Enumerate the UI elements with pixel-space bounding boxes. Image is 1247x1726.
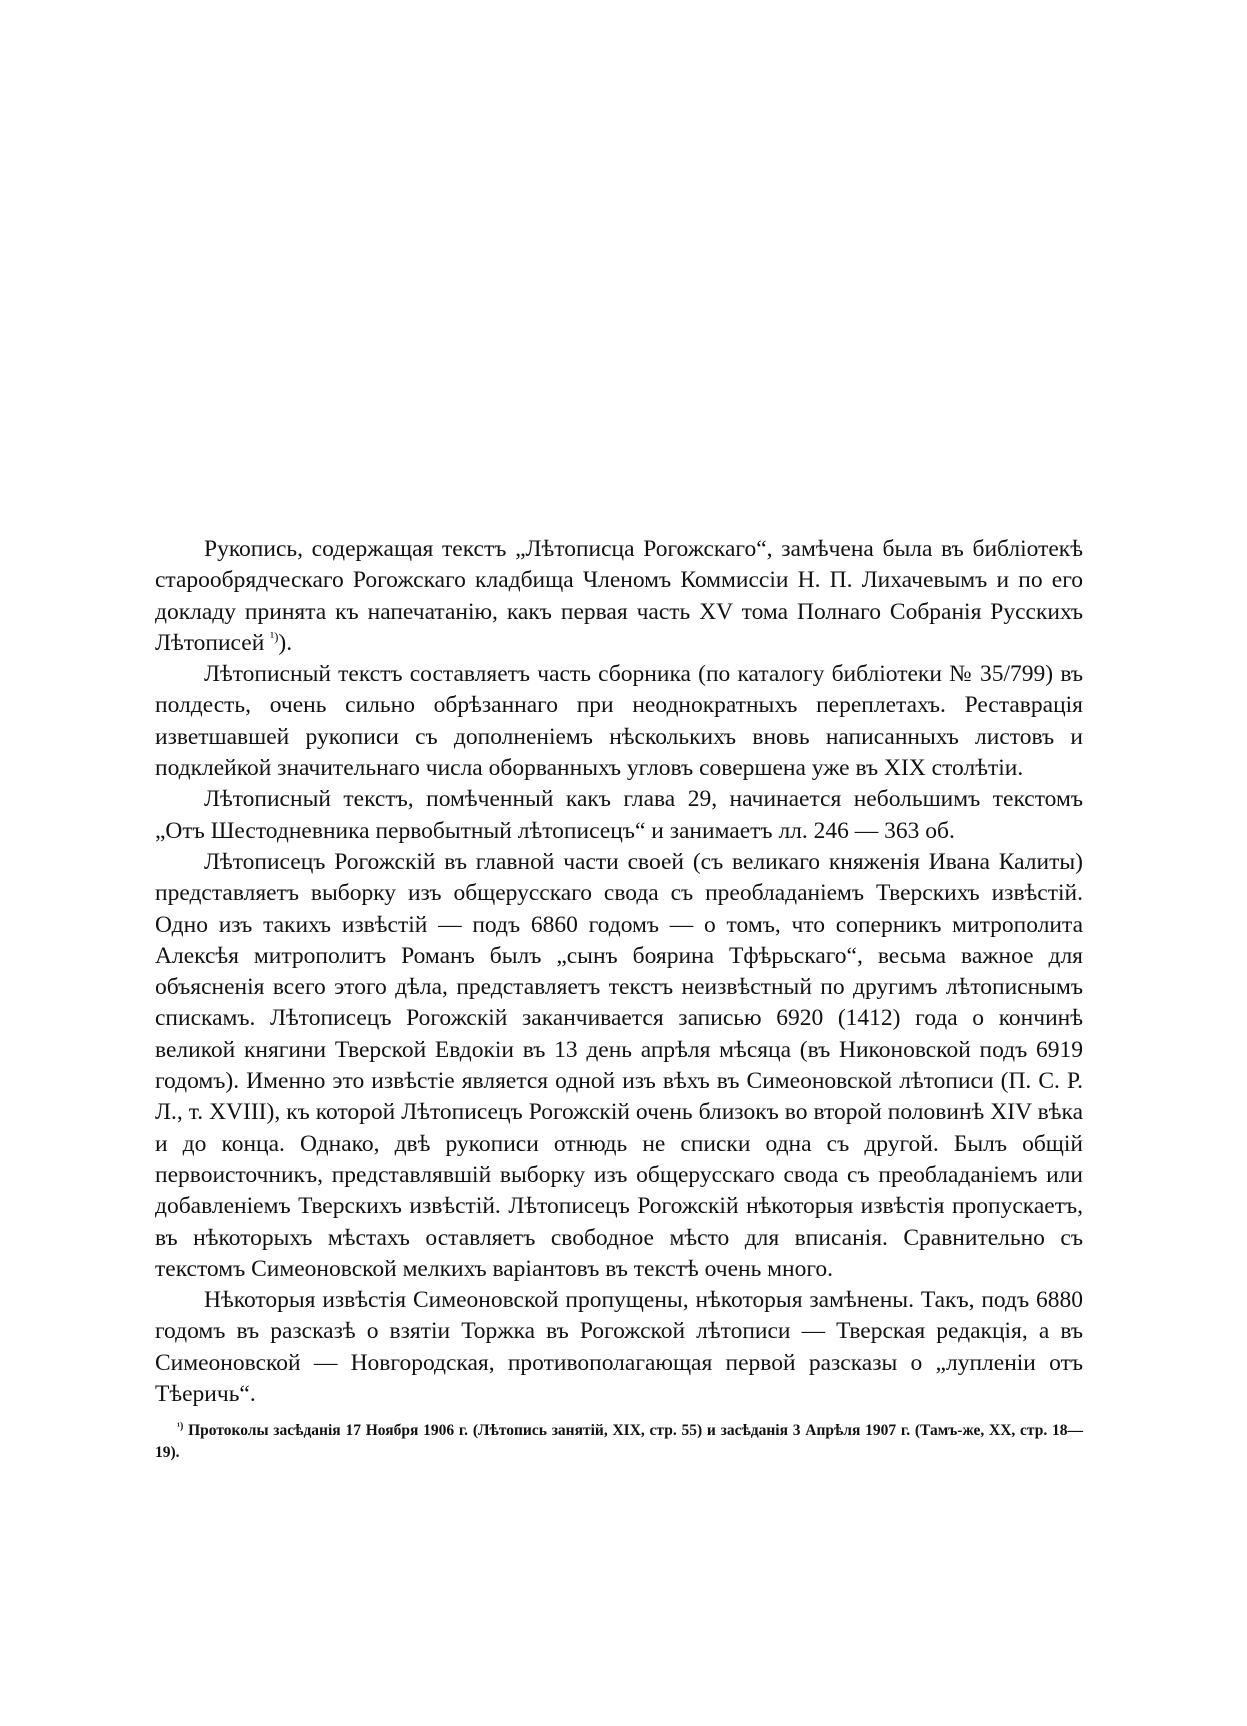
paragraph-1-text: Рукопись, содержащая текстъ „Лѣтописца Рогожскаго“, замѣчена была въ библіотекѣ старообрядческаго Рогожскаго кладбища Членомъ Коммиссіи Н. П. Лихачевымъ и по его докладу принята къ напечатанію, какъ первая часть XV тома Полнаго Собранія Русскихъ Лѣтописей (155, 536, 1083, 656)
paragraph-2: Лѣтописный текстъ составляетъ часть сборника (по каталогу библіотеки № 35/799) въ полдесть, очень сильно обрѣзаннаго при неоднократныхъ переплетахъ. Реставрація изветшавшей рукописи съ дополненіемъ нѣсколькихъ вновь написанныхъ листовъ и подклейкой значительнаго числа оборванныхъ угловъ совершена уже въ XIX столѣтіи. (155, 661, 1083, 782)
paragraph-5: Нѣкоторыя извѣстія Симеоновской пропущены, нѣкоторыя замѣнены. Такъ, подъ 6880 годомъ въ разсказѣ о взятіи Торжка въ Рогожской лѣтописи — Тверская редакція, а въ Симеоновской — Новгородская, противополагающая первой разсказы о „лупленіи отъ Тѣеричь“. (155, 1287, 1083, 1408)
paragraph-1 (155, 534, 1083, 659)
footnote-marker: ¹) (177, 1421, 184, 1433)
paragraph-1-end: ). (278, 629, 293, 656)
footnote-text: Протоколы засѣданія 17 Ноября 1906 г. (Лѣтопись занятій, XIX, стр. 55) и засѣданія 3 Апрѣля 1907 г. (Тамъ-же, XX, стр. 18—19). (155, 1422, 1083, 1462)
paragraph-4: Лѣтописецъ Рогожскій въ главной части своей (съ великаго княженія Ивана Калиты) представляетъ выборку изъ общерусскаго свода съ преобладаніемъ Тверскихъ извѣстій. Одно изъ такихъ извѣстій — подъ 6860 годомъ — о томъ, что соперникъ митрополита Алексѣя митрополитъ Романъ былъ „сынъ боярина Тфѣрьскаго“, весьма важное для объясненія всего этого дѣла, представляетъ текстъ неизвѣстный по другимъ лѣтописнымъ спискамъ. Лѣтописецъ Рогожскій заканчивается записью 6920 (1412) года о кончинѣ великой княгини Тверской Евдокіи въ 13 день апрѣля мѣсяца (въ Никоновской подъ 6919 годомъ). Именно это извѣстіе является одной изъ вѣхъ въ Симеоновской лѣтописи (П. С. Р. Л., т. XVIII), къ которой Лѣтописецъ Рогожскій очень близокъ во второй половинѣ XIV вѣка и до конца. Однако, двѣ рукописи отнюдь не списки одна съ другой. Былъ общій первоисточникъ, представлявшій выборку изъ общерусскаго свода съ преобладаніемъ или добавленіемъ Тверскихъ извѣстій. Лѣтописецъ Рогожскій нѣкоторыя извѣстія пропускаетъ, въ нѣкоторыхъ мѣстахъ оставляетъ свободное мѣсто для вписанія. Сравнительно съ текстомъ Симеоновской мелкихъ варіантовъ въ текстѣ очень много. (155, 848, 1083, 1282)
footnote-spacer (155, 1410, 1083, 1420)
footnote-reference: ¹) (270, 629, 279, 645)
document-page (155, 534, 1083, 1464)
paragraph-3: Лѣтописный текстъ, помѣченный какъ глава 29, начинается небольшимъ текстомъ „Отъ Шестодневника первобытный лѣтописецъ“ и занимаетъ лл. 246 — 363 об. (155, 786, 1083, 844)
footnote (155, 1420, 1083, 1464)
body-text (155, 534, 1083, 1410)
